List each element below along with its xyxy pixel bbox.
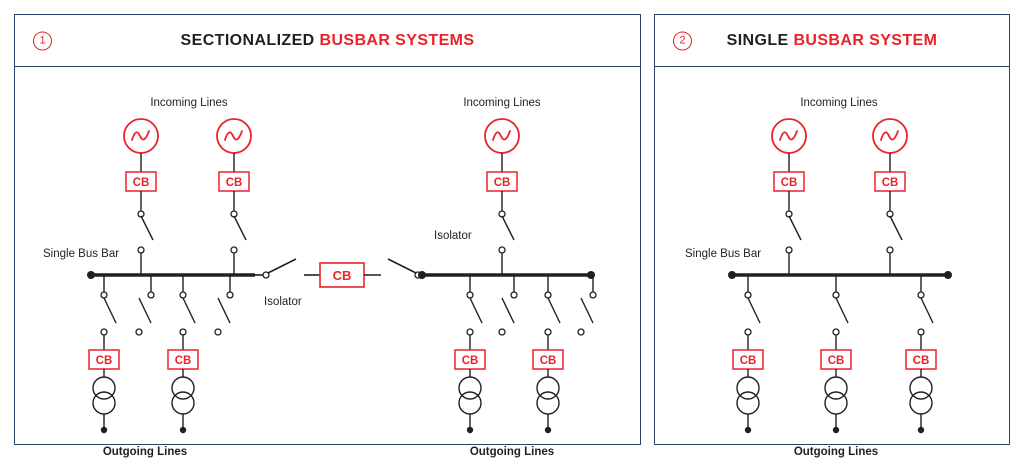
out-isolator-blade-s1: [748, 298, 760, 323]
out-isolator-contact-L1: [101, 329, 107, 335]
out-cb-label-s1: CB: [739, 355, 757, 367]
outgoing-label-left: Outgoing Lines: [102, 446, 188, 458]
panel-1-canvas: [15, 67, 640, 458]
incoming-label-left: Incoming Lines: [150, 97, 228, 109]
out-isolator-contact-L3: [180, 329, 186, 335]
out-cb-label-s2: CB: [827, 355, 845, 367]
coupler-isolator-blade-left: [268, 259, 296, 273]
cb-label-s1: CB: [780, 177, 798, 189]
out-isolator-pivot-L4: [227, 292, 233, 298]
bus-left-end-dot: [87, 271, 95, 279]
panel-2-header: [655, 15, 1009, 67]
out-isolator-pivot-s3: [918, 292, 924, 298]
out-isolator-contact-R3: [545, 329, 551, 335]
bus-label-left: Single Bus Bar: [43, 248, 120, 260]
panel-1-header: [15, 15, 640, 67]
source-symbol-s1: [772, 119, 806, 153]
out-isolator-pivot-L1: [101, 292, 107, 298]
out-terminal-L1: [101, 427, 107, 433]
bus-label-single: Single Bus Bar: [685, 248, 762, 260]
out-terminal-R3: [545, 427, 551, 433]
isolator-blade-3: [502, 216, 514, 240]
panel-2-title-accent: BUSBAR SYSTEM: [793, 31, 938, 49]
out-isolator-blade-R1: [470, 298, 482, 323]
out-isolator-pivot-s2: [833, 292, 839, 298]
out-cb-label-s3: CB: [912, 355, 930, 367]
incoming-label-single: Incoming Lines: [800, 97, 878, 109]
out-isolator-contact-s3: [918, 329, 924, 335]
isolator-contact-2: [231, 247, 237, 253]
isolator-blade-s1: [789, 216, 801, 240]
panel-2-canvas: [655, 67, 1009, 458]
out-isolator-blade-R4: [581, 298, 593, 323]
source-symbol-s2: [873, 119, 907, 153]
panel-2-title: [727, 32, 938, 50]
out-isolator-contact-R1: [467, 329, 473, 335]
source-symbol-1: [124, 119, 158, 153]
out-isolator-contact-L2: [136, 329, 142, 335]
bus-right-end-dot: [587, 271, 595, 279]
isolator-contact-1: [138, 247, 144, 253]
out-isolator-contact-L4: [215, 329, 221, 335]
sectionalized-busbar-svg: [15, 67, 640, 472]
out-isolator-blade-R2: [502, 298, 514, 323]
bus-right-start-dot: [418, 271, 426, 279]
source-symbol-2: [217, 119, 251, 153]
bus-single-left-dot: [728, 271, 736, 279]
isolator-blade-1: [141, 216, 153, 240]
out-terminal-s3: [918, 427, 924, 433]
out-isolator-blade-L4: [218, 298, 230, 323]
isolator-contact-3: [499, 247, 505, 253]
out-isolator-contact-s1: [745, 329, 751, 335]
isolator-contact-s1: [786, 247, 792, 253]
cb-label-1: CB: [132, 177, 150, 189]
out-isolator-blade-L2: [139, 298, 151, 323]
panel-1-badge: 1: [33, 31, 52, 50]
isolator-contact-s2: [887, 247, 893, 253]
cb-label-3: CB: [493, 177, 511, 189]
out-isolator-blade-R3: [548, 298, 560, 323]
out-cb-label-R3: CB: [539, 355, 557, 367]
isolator-blade-2: [234, 216, 246, 240]
outgoing-label-single: Outgoing Lines: [793, 446, 879, 458]
out-isolator-pivot-L2: [148, 292, 154, 298]
out-isolator-pivot-R1: [467, 292, 473, 298]
out-cb-label-L3: CB: [174, 355, 192, 367]
panel-2-title-main: SINGLE: [726, 31, 794, 49]
out-isolator-contact-R4: [578, 329, 584, 335]
out-isolator-blade-s3: [921, 298, 933, 323]
bus-single-right-dot: [944, 271, 952, 279]
out-isolator-blade-L1: [104, 298, 116, 323]
panel-single-busbar: [654, 14, 1010, 458]
cb-label-s2: CB: [881, 177, 899, 189]
panel-1-title-main: SECTIONALIZED: [180, 31, 320, 49]
out-isolator-pivot-L3: [180, 292, 186, 298]
out-terminal-L3: [180, 427, 186, 433]
panel-1-title-accent: BUSBAR SYSTEMS: [319, 31, 475, 49]
incoming-label-right: Incoming Lines: [463, 97, 541, 109]
out-isolator-blade-L3: [183, 298, 195, 323]
out-terminal-s2: [833, 427, 839, 433]
out-isolator-pivot-R4: [590, 292, 596, 298]
out-cb-label-L1: CB: [95, 355, 113, 367]
isolator-blade-s2: [890, 216, 902, 240]
cb-label-2: CB: [225, 177, 243, 189]
out-isolator-contact-s2: [833, 329, 839, 335]
isolator-label-upper: Isolator: [434, 230, 472, 242]
out-isolator-pivot-R3: [545, 292, 551, 298]
out-terminal-s1: [745, 427, 751, 433]
single-busbar-svg: [655, 67, 1009, 472]
out-isolator-blade-s2: [836, 298, 848, 323]
coupler-cb-label: CB: [332, 268, 352, 283]
out-isolator-pivot-R2: [511, 292, 517, 298]
out-isolator-contact-R2: [499, 329, 505, 335]
outgoing-label-right: Outgoing Lines: [469, 446, 555, 458]
out-isolator-pivot-s1: [745, 292, 751, 298]
coupler-isolator-blade-right: [388, 259, 416, 273]
out-terminal-R1: [467, 427, 473, 433]
source-symbol-3: [485, 119, 519, 153]
panel-1-title: [181, 32, 475, 50]
panel-2-badge: 2: [673, 31, 692, 50]
isolator-label-mid: Isolator: [264, 296, 302, 308]
out-cb-label-R1: CB: [461, 355, 479, 367]
panel-sectionalized-busbar: [14, 14, 641, 458]
